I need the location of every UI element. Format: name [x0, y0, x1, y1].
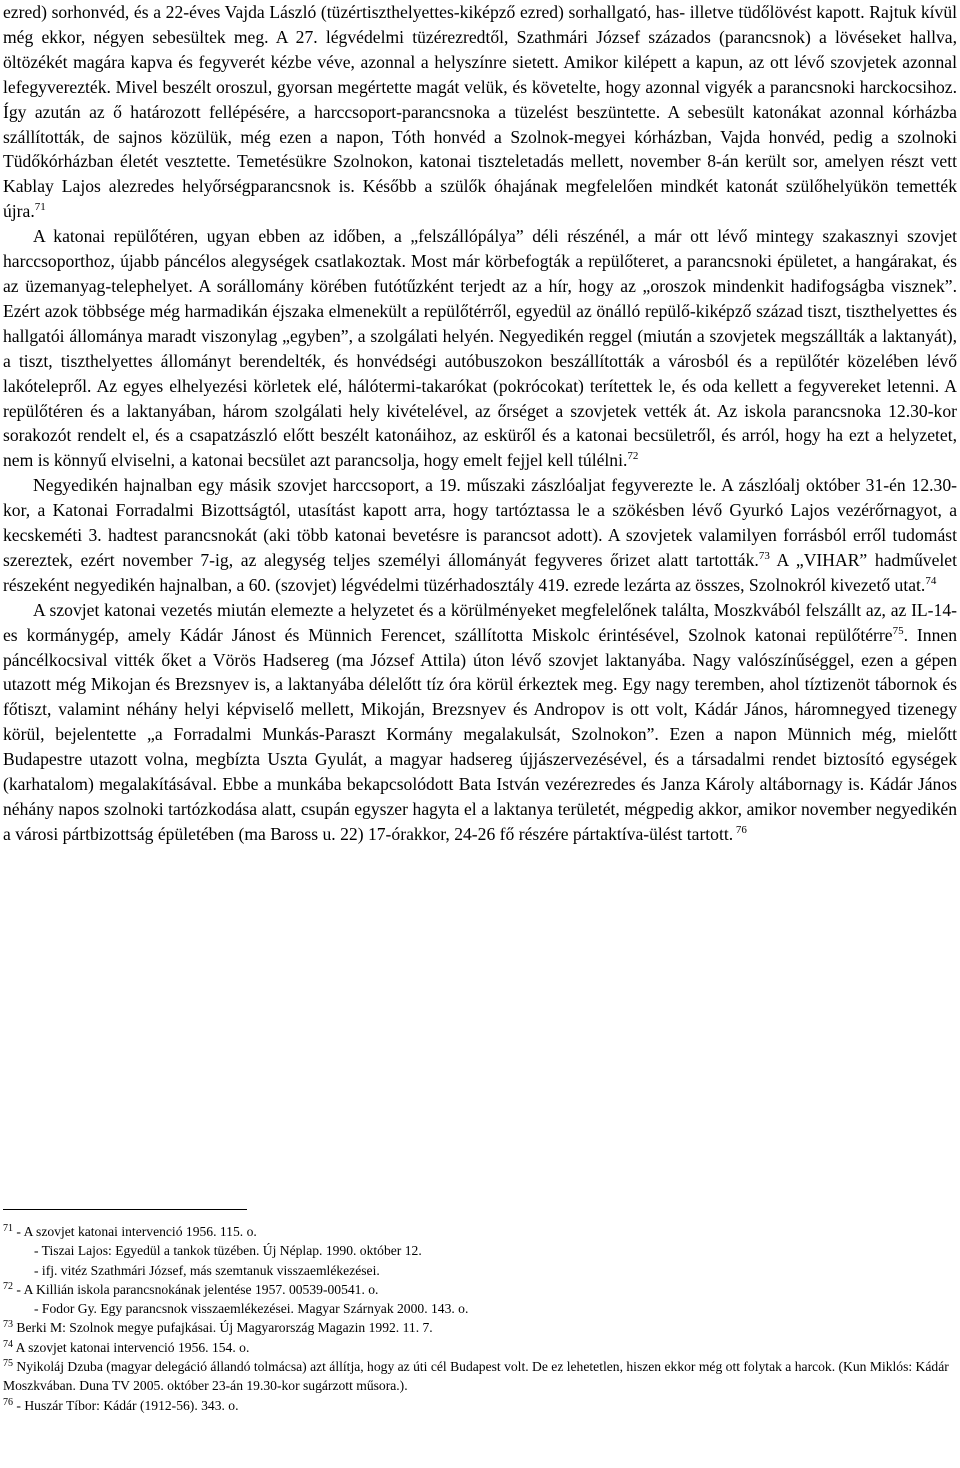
footnote-line — [3, 1280, 957, 1299]
paragraph — [3, 473, 957, 598]
footnote-text: - A Killián iskola parancsnokának jelentése 1957. 00539-00541. o. — [16, 1281, 379, 1297]
footnote-line — [3, 1357, 957, 1396]
footnote-number: 76 — [3, 1396, 13, 1408]
paragraph-text: A szovjet katonai vezetés miután elemezte a helyzetet és a körülményeket megfelelőnek találta, Moszkvából felszállt az, az IL-14-es kormánygép, amely Kádár Jánost és Münnich Ferencet, szállította Miskolc érintésével, Szolnok katonai repülőtérre — [3, 599, 957, 645]
footnote-text: Nyikoláj Dzuba (magyar delegáció állandó tolmácsa) azt állítja, hogy az úti cél Budapest volt. De ez lehetetlen, hiszen ekkor még ott folytak a harcok. (Kun Miklós: Kádár Moszkvában. Duna TV 2005. október 23-án 19.30-kor sugárzott műsora.). — [3, 1359, 949, 1394]
footnote-line — [3, 1241, 957, 1260]
footnote-line — [3, 1396, 957, 1415]
footnote-text: A szovjet katonai intervenció 1956. 154. o. — [15, 1339, 250, 1355]
footnote-text: - Tiszai Lajos: Egyedül a tankok tüzében. Új Néplap. 1990. október 12. — [34, 1243, 422, 1259]
footnote-line — [3, 1338, 957, 1357]
paragraph — [3, 598, 957, 847]
paragraph-text: A katonai repülőtéren, ugyan ebben az időben, a „felszállópálya” déli részénél, a már ott lévő mintegy szakasznyi szovjet harccsoporthoz, újabb páncélos alegységek csatlakoztak. Most már körbefogták a repülőteret, a parancsnoki épületet, a hangárakat, és az üzemanyag-telephelyet. A sorállomány körében futótűzként terjedt az a hír, hogy az „oroszok mindenkit hadifogságba visznek”. Ezért azok többsége még harmadikán éjszaka elmenekült a repülőtérről, egyedül az önálló repülő-kiképző század tiszt, tiszthelyettes és hallgatói állománya maradt viszonylag „egyben”, a szolgálati helyén. Negyedikén reggel (miután a szovjetek megszállták a laktanyát), a tiszt, tiszthelyettes állományt berendelték, és honvédségi autóbuszokon beszállították a városból és a repülőtér közelében lévő lakótelepről. Az egyes elhelyezési körletek elé, hálótermi-takarókat (pokrócokat) terítettek le, és oda kellett a fegyvereket letenni. A repülőtéren és a laktanyában, három szolgálati hely kivételével, az őrséget a szovjetek vették át. Az iskola parancsnoka 12.30-kor sorakozót rendelt el, és a csapatzászló előtt beszélt katonáihoz, az esküről és a katonai becsületről, és arról, hogy ha ezt a helyzetet, nem is könnyű elviselni, a katonai becsület azt parancsolja, hogy emelt fejjel kell túlélni. — [3, 226, 957, 471]
footnote-reference: 71 — [34, 201, 46, 214]
footnote-text: - Fodor Gy. Egy parancsnok visszaemlékezései. Magyar Szárnyak 2000. 143. o. — [34, 1301, 469, 1317]
document-page — [3, 0, 957, 847]
paragraph — [3, 224, 957, 473]
footnote-text: - Huszár Tíbor: Kádár (1912-56). 343. o. — [16, 1397, 239, 1413]
footnote-reference: 76 — [733, 823, 747, 836]
footnote-reference: 74 — [925, 574, 937, 587]
footnote-reference: 72 — [627, 450, 639, 463]
footnote-number: 74 — [3, 1338, 13, 1350]
footnote-text: - A szovjet katonai intervenció 1956. 115. o. — [16, 1224, 257, 1239]
footnotes — [3, 1222, 957, 1415]
footnote-line — [3, 1299, 957, 1318]
paragraph-text: A „VIHAR” hadművelet részeként negyedikén hajnalban, a 60. (szovjet) légvédelmi tüzérhadosztály 419. ezrede lezárta az összes, Szolnokról kivezető utat. — [3, 549, 957, 595]
footnote-line — [3, 1261, 957, 1280]
footnote-separator — [3, 1209, 247, 1210]
footnote-number: 73 — [3, 1319, 13, 1331]
body-text — [3, 0, 957, 847]
paragraph-text: ezred) sorhonvéd, és a 22-éves Vajda László (tüzértiszthelyettes-kiképző ezred) sorhallgató, has- illetve tüdőlövést kapott. Rajtuk kívül még ekkor, négyen sebesültek meg. A 27. légvédelmi tüzérezredtől, Szathmári József százados (parancsnok) a lövéseket hallva, öltözékét magára kapva és fegyverét kézbe véve, azonnal a helyszínre sietett. Amikor kilépett a kapun, az ott lévő szovjetek azonnal lefegyverezték. Mivel beszélt oroszul, gyorsan megértette magát velük, és követelte, hogy azonnal vigyék a parancsnoki harckocsihoz. Így azután az ő határozott fellépésére, a harccsoport-parancsnoka a tüzelést beszüntette. A sebesült katonákat azonnal kórházba szállították, de sajnos közülük, még ezen a napon, Tóth honvéd a Szolnok-megyei kórházban, Vajda honvéd, pedig a szolnoki Tüdőkórházban életét vesztette. Temetésükre Szolnokon, katonai tiszteletadás mellett, november 8-án került sor, amelyen részt vett Kablay Lajos alezredes helyőrségparancsnok is. Később a szülők óhajának megfelelően mindkét katonát szülőhelyükön temették újra. — [3, 2, 957, 222]
paragraph — [3, 0, 957, 224]
footnote-reference: 75 — [892, 624, 904, 637]
paragraph-text: . Innen páncélkocsival vitték őket a Vörös Hadsereg (ma József Attila) úton lévő szovjet laktanyába. Nagy valószínűséggel, ezen a gépen utazott még Mikojan és Brezsnyev is, a laktanyába délelőtt tíz óra körül érkeztek meg. Egy nagy teremben, ahol tíztizenöt tábornok és főtiszt, valamint néhány helyi képviselő mellett, Mikoján, Brezsnyev és Andropov is ott volt, Kádár János, háromnegyed tizenegy körül, bejelentette „a Forradalmi Munkás-Paraszt Kormány megalakulsát, Szolnokon”. Ezen a napon Münnich még, mielőtt Budapestre utazott volna, megbízta Uszta Gyulát, a magyar hadsereg újjászervezésével, és a társadalmi rendet biztosító egységek (karhatalom) megalakításával. Ebbe a munkába bekapcsolódott Bata István vezérezredes és Janza Károly altábornagy is. Kádár János néhány napos szolnoki tartózkodása alatt, csupán egyszer hagyta el a laktanya területét, mégpedig akkor, amikor november negyedikén a városi pártbizottság épületében (ma Baross u. 22) 17-órakkor, 24-26 fő részére pártaktíva-ülést tartott. — [3, 624, 957, 844]
footnote-reference: 73 — [758, 549, 770, 562]
footnote-number: 72 — [3, 1280, 13, 1292]
paragraph-text: Negyedikén hajnalban egy másik szovjet harccsoport, a 19. műszaki zászlóaljat fegyverezte le. A zászlóalj október 31-én 12.30-kor, a Katonai Forradalmi Bizottságtól, utasítást kapott arra, hogy tartóztassa le a szökésben lévő Gyurkó Lajos vezérőrnagyot, a kecskeméti 3. hadtest parancsnokát (aki több katonai bevetésre is parancsot adott). A szovjetek valamilyen forrásból erről tudomást szereztek, ezért november 7-ig, az alegység teljes személyi állományát fegyveres őrizet alatt tartották. — [3, 475, 957, 570]
footnote-line — [3, 1318, 957, 1337]
footnote-text: Berki M: Szolnok megye pufajkásai. Új Magyarország Magazin 1992. 11. 7. — [16, 1320, 433, 1336]
footnote-line — [3, 1222, 957, 1241]
footnote-number: 71 — [3, 1223, 13, 1234]
footnote-text: - ifj. vitéz Szathmári József, más szemtanuk visszaemlékezései. — [34, 1262, 380, 1278]
footnote-number: 75 — [3, 1358, 13, 1370]
